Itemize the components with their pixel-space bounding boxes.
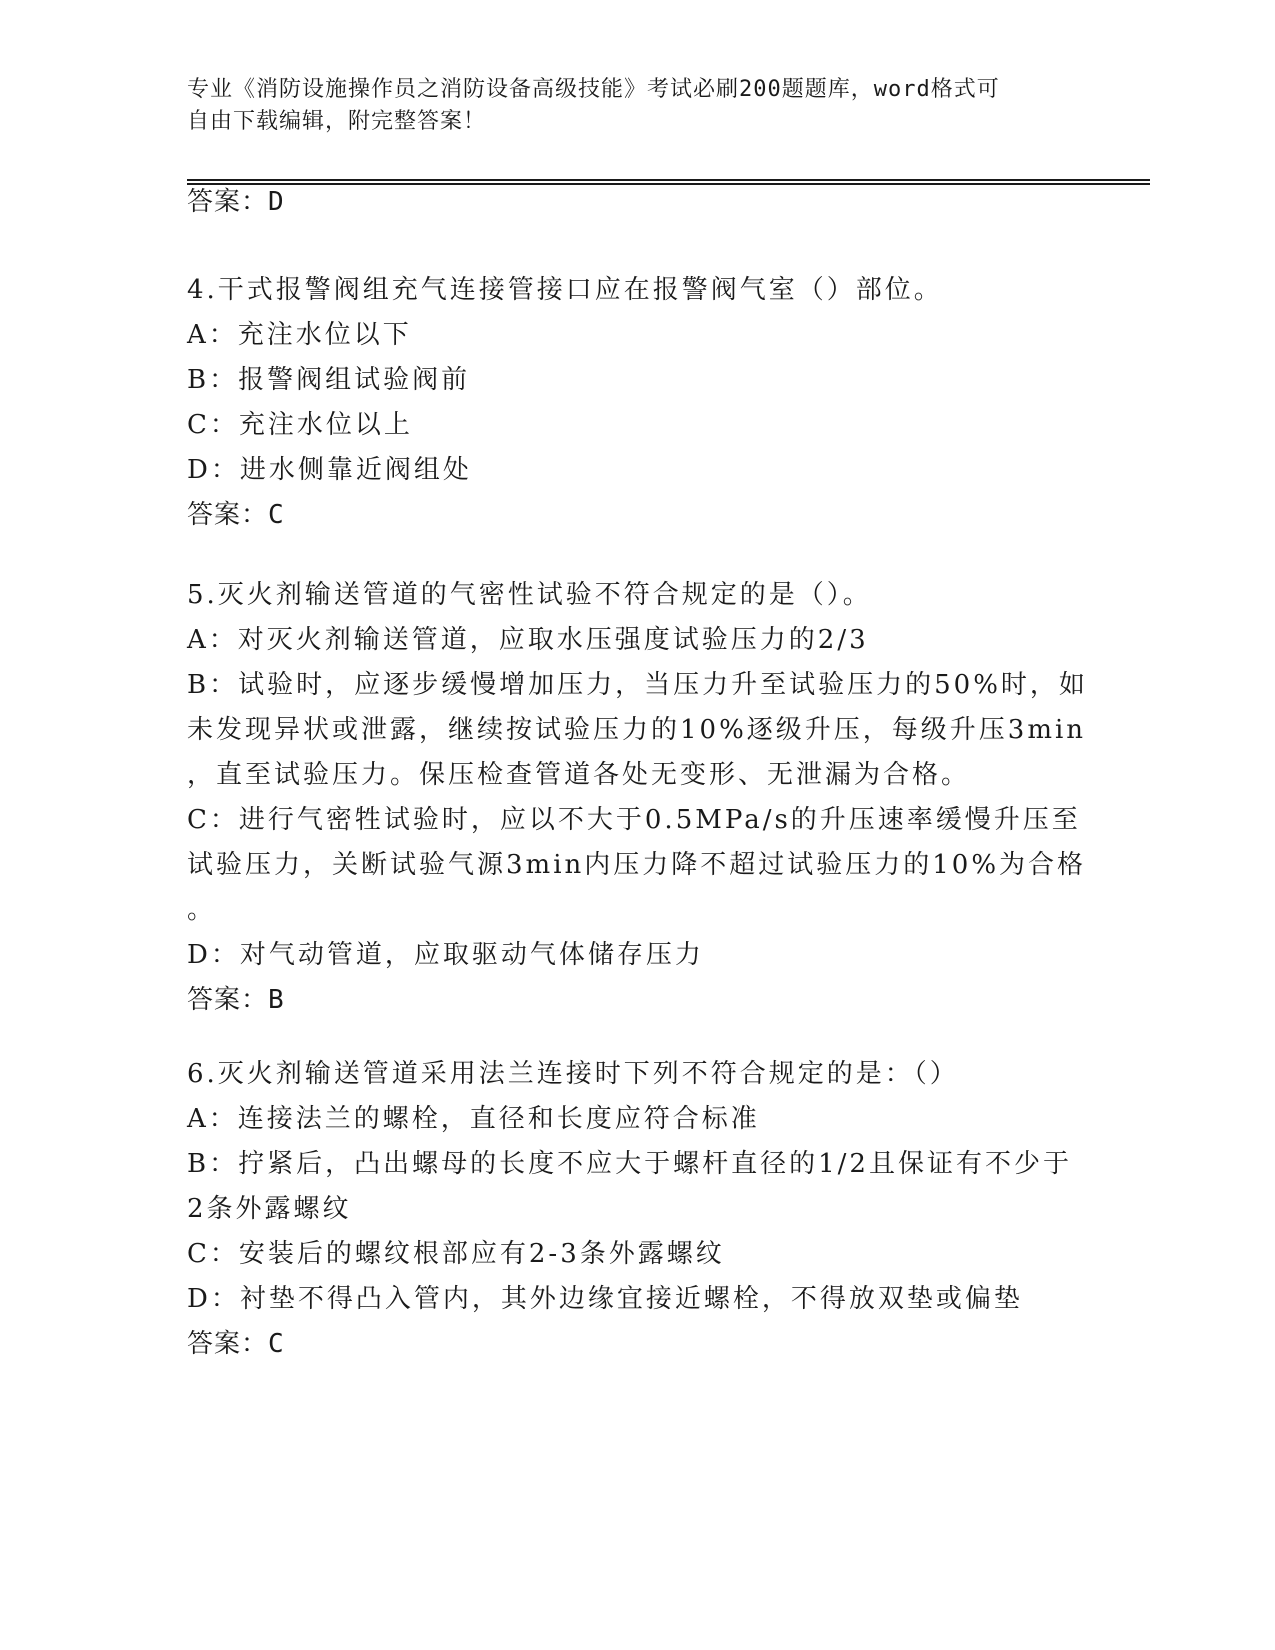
option-d: D：进水侧靠近阀组处 [187,455,472,485]
question-4 [187,268,1087,538]
answer-line [187,978,1087,1023]
page-header [187,74,1067,138]
option-b: B：报警阀组试验阀前 [187,365,471,395]
answer-label: 答案： [187,1329,269,1359]
question-stem: 5.灭火剂输送管道的气密性试验不符合规定的是（）。 [187,580,872,610]
option-a: A：连接法兰的螺栓，直径和长度应符合标准 [187,1104,760,1134]
option-c-line-3: 。 [187,895,217,925]
answer-line [187,1322,1087,1367]
option-c-line-2: 试验压力，关断试验气源3min内压力降不超过试验压力的10%为合格 [187,850,1087,880]
answer-line [187,493,1087,538]
option-d: D：对气动管道，应取驱动气体储存压力 [187,940,704,970]
option-b-line-1: B：试验时，应逐步缓慢增加压力，当压力升至试验压力的50%时，如 [187,670,1088,700]
option-c-line-1: C：进行气密牲试验时，应以不大于0.5MPa/s的升压速率缓慢升压至 [187,805,1081,835]
option-b-line-3: ，直至试验压力。保压检查管道各处无变形、无泄漏为合格。 [187,760,971,790]
answer-value: C [268,1329,285,1359]
option-a: A：对灭火剂输送管道，应取水压强度试验压力的2/3 [187,625,869,655]
option-b-line-1: B：拧紧后，凸出螺母的长度不应大于螺杆直径的1/2且保证有不少于 [187,1149,1072,1179]
answer-label: 答案： [187,500,269,530]
header-title-line-1: 专业《消防设施操作员之消防设备高级技能》考试必刷200题题库，word格式可 [187,77,1000,102]
option-c: C：充注水位以上 [187,410,413,440]
option-c: C：安装后的螺纹根部应有2-3条外露螺纹 [187,1239,725,1269]
option-d: D：衬垫不得凸入管内，其外边缘宜接近螺栓，不得放双垫或偏垫 [187,1284,1023,1314]
previous-answer-block [187,180,1087,225]
question-stem: 6.灭火剂输送管道采用法兰连接时下列不符合规定的是：（） [187,1059,959,1089]
question-stem: 4.干式报警阀组充气连接管接口应在报警阀气室（）部位。 [187,275,943,305]
answer-label: 答案： [187,985,269,1015]
option-b-line-2: 未发现异状或泄露，继续按试验压力的10%逐级升压，每级升压3min [187,715,1087,745]
answer-value: C [268,500,285,530]
option-b-line-2: 2条外露螺纹 [187,1194,352,1224]
answer-line [187,180,1087,225]
answer-label: 答案： [187,187,269,217]
question-5 [187,573,1087,1023]
answer-value: B [268,985,285,1015]
question-6 [187,1052,1087,1367]
header-title-line-2: 自由下载编辑，附完整答案！ [187,109,487,134]
answer-value: D [268,187,285,217]
option-a: A：充注水位以下 [187,320,412,350]
